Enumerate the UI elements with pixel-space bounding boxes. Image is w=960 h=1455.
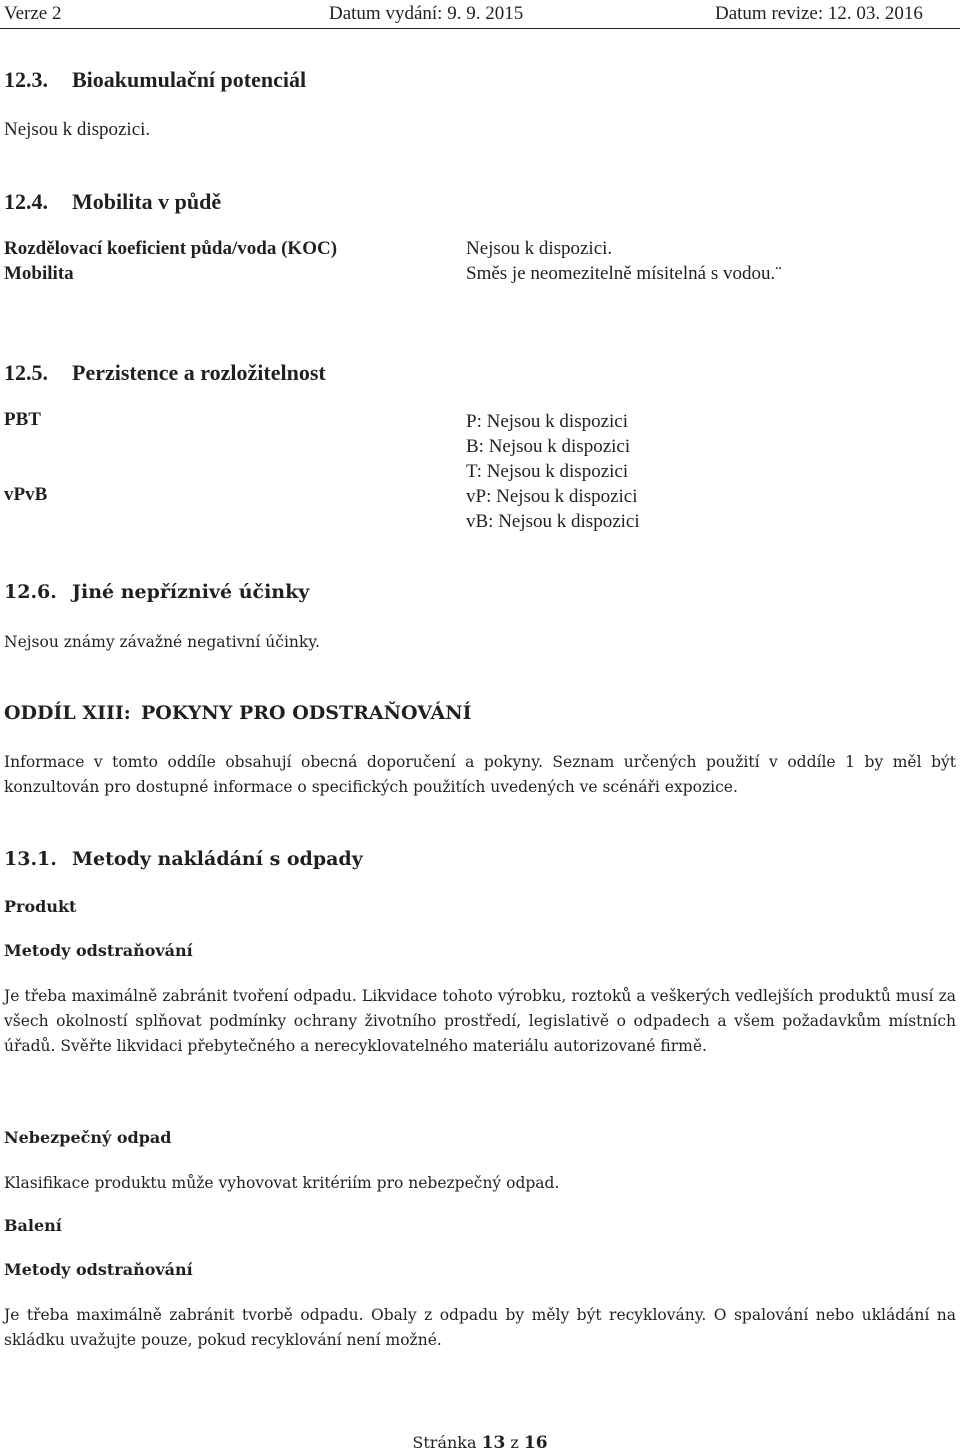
- section-title: Metody nakládání s odpady: [72, 848, 363, 870]
- section-12-4-heading: [4, 189, 221, 215]
- section-title: Bioakumulační potenciál: [72, 67, 307, 92]
- section-12-3-text: Nejsou k dispozici.: [4, 119, 151, 140]
- koc-value: Nejsou k dispozici.: [466, 238, 613, 259]
- pbt-values: [466, 409, 640, 534]
- pbt-value-b: B: Nejsou k dispozici: [466, 436, 631, 457]
- section-13-1-heading: [4, 848, 363, 870]
- hazardous-waste-text: Klasifikace produktu může vyhovovat kritériím pro nebezpečný odpad.: [4, 1174, 560, 1192]
- section-12-6-text: Nejsou známy závažné negativní účinky.: [4, 633, 320, 651]
- packaging-heading: Balení: [4, 1216, 62, 1235]
- total-pages: 16: [523, 1433, 548, 1453]
- packaging-disposal-methods-heading: Metody odstraňování: [4, 1260, 193, 1279]
- section-label: ODDÍL XIII:: [4, 702, 131, 724]
- pbt-value-p: P: Nejsou k dispozici: [466, 411, 629, 432]
- section-title: Perzistence a rozložitelnost: [72, 360, 326, 385]
- mobility-label: Mobilita: [4, 263, 74, 284]
- section-title: POKYNY PRO ODSTRAŇOVÁNÍ: [141, 702, 472, 724]
- disposal-methods-heading: Metody odstraňování: [4, 941, 193, 960]
- vpvb-label: vPvB: [4, 484, 48, 505]
- issue-date: Datum vydání: 9. 9. 2015: [329, 3, 524, 24]
- page-of: z: [510, 1433, 519, 1452]
- disposal-methods-text: Je třeba maximálně zabránit tvoření odpadu. Likvidace tohoto výrobku, roztoků a veškerých vedlejších produktů musí za všech okolností splňovat podmínky ochrany životního prostředí, legislativě o odpadech a všem požadavkům místních úřadů. Svěřte likvidaci přebytečného a nerecyklovatelného materiálu autorizované firmě.: [4, 987, 956, 1055]
- koc-label: Rozdělovací koeficient půda/voda (KOC): [4, 238, 338, 259]
- section-12-5-heading: [4, 360, 326, 386]
- page-label: Stránka: [412, 1433, 477, 1452]
- page-header: [0, 0, 960, 29]
- current-page: 13: [481, 1433, 506, 1453]
- hazardous-waste-heading: Nebezpečný odpad: [4, 1128, 172, 1147]
- section-13-intro: Informace v tomto oddíle obsahují obecná doporučení a pokyny. Seznam určených použití v oddíle 1 by měl být konzultován pro dostupné informace o specifických použitích uvedených ve scénáři expozice.: [4, 753, 956, 796]
- section-12-6-heading: [4, 581, 309, 603]
- section-number: 12.4.: [4, 189, 48, 214]
- page-footer: [0, 1433, 960, 1453]
- product-heading: Produkt: [4, 897, 77, 916]
- section-title: Jiné nepříznivé účinky: [72, 581, 310, 603]
- section-number: 12.6.: [4, 581, 57, 603]
- section-title: Mobilita v půdě: [72, 189, 222, 214]
- version: Verze 2: [4, 3, 62, 24]
- revision-date: Datum revize: 12. 03. 2016: [715, 3, 923, 24]
- pbt-value-vp: vP: Nejsou k dispozici: [466, 486, 638, 507]
- mobility-value: Směs je neomezitelně mísitelná s vodou.¨: [466, 263, 782, 284]
- section-number: 12.5.: [4, 360, 48, 385]
- packaging-disposal-methods-text: Je třeba maximálně zabránit tvorbě odpadu. Obaly z odpadu by měly být recyklovány. O spalování nebo ukládání na skládku uvažujte pouze, pokud recyklování není možné.: [4, 1306, 956, 1349]
- pbt-value-vb: vB: Nejsou k dispozici: [466, 511, 640, 532]
- section-number: 12.3.: [4, 67, 48, 92]
- section-13-heading: [4, 702, 471, 724]
- section-number: 13.1.: [4, 848, 57, 870]
- pbt-label: PBT: [4, 409, 41, 430]
- section-12-3-heading: [4, 67, 306, 93]
- pbt-value-t: T: Nejsou k dispozici: [466, 461, 629, 482]
